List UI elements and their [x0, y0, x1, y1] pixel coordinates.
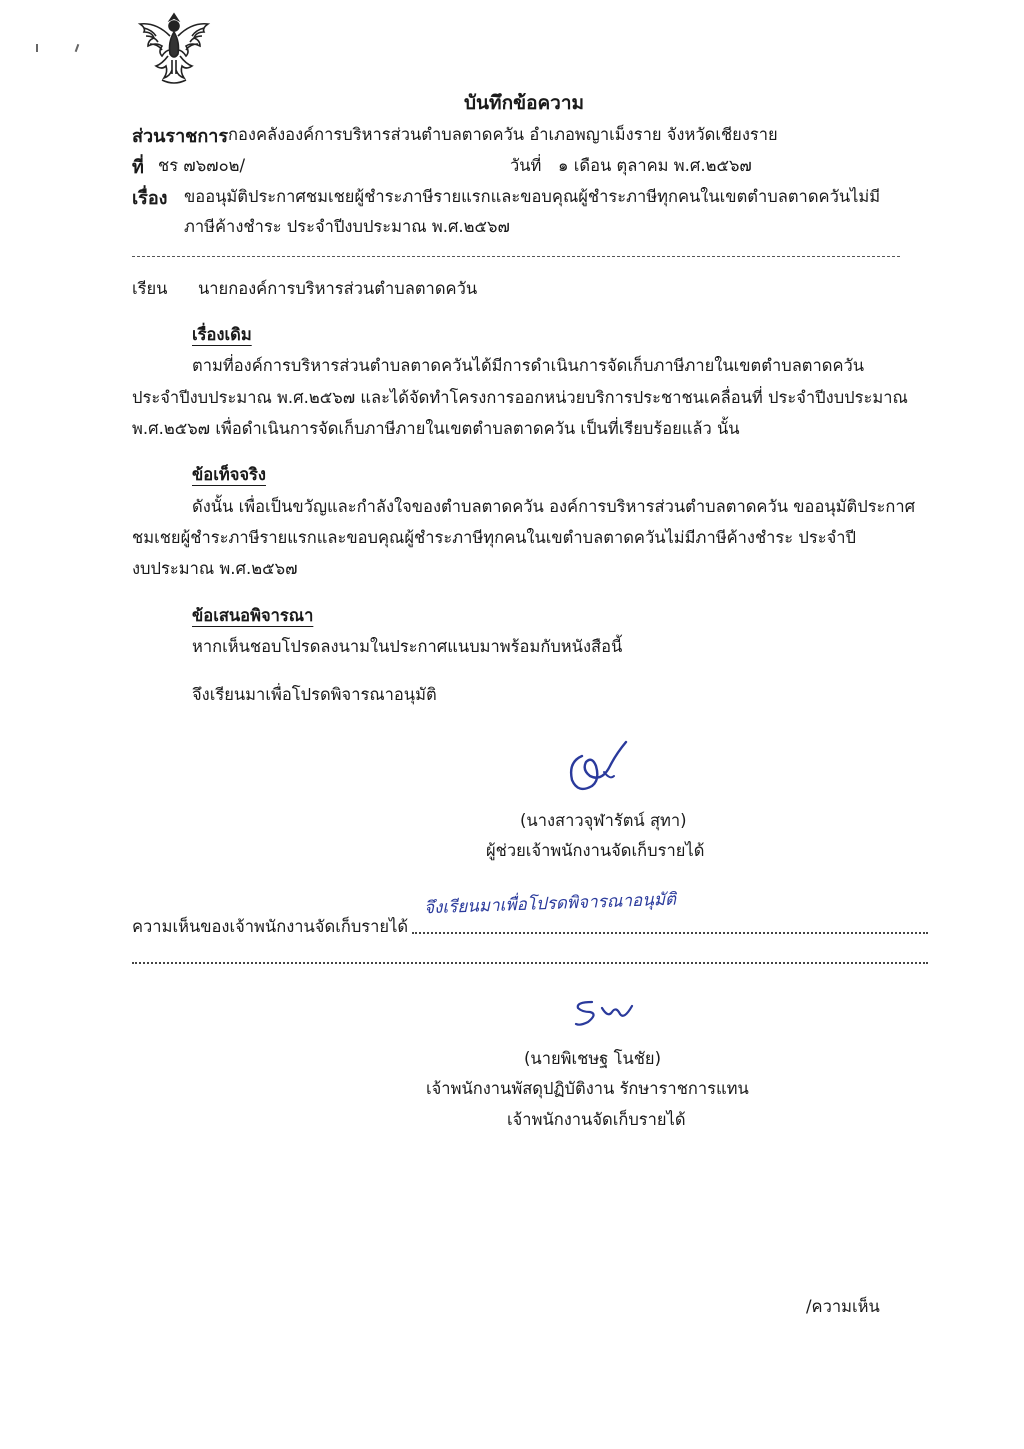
- subject-label: เรื่อง: [132, 188, 168, 209]
- garuda-emblem-icon: [132, 8, 216, 88]
- continuation-note: /ความเห็น: [806, 1297, 880, 1316]
- opinion-dotted-line: [132, 962, 928, 964]
- header-divider: [132, 256, 900, 257]
- signer-position: ผู้ช่วยเจ้าพนักงานจัดเก็บรายได้: [486, 841, 705, 860]
- paragraph-line: ตามที่องค์การบริหารส่วนตำบลตาดควันได้มีการดำเนินการจัดเก็บภาษีภายในเขตตำบลตาดควัน: [192, 356, 865, 375]
- opinion-handwriting: จึงเรียนมาเพื่อโปรดพิจารณาอนุมัติ: [423, 889, 677, 919]
- paragraph-line: งบประมาณ พ.ศ.๒๕๖๗: [132, 559, 298, 578]
- signature-1: [560, 736, 640, 800]
- document-title: บันทึกข้อความ: [464, 92, 585, 114]
- section-heading: เรื่องเดิม: [192, 325, 252, 344]
- paragraph-line: หากเห็นชอบโปรดลงนามในประกาศแนบมาพร้อมกับหนังสือนี้: [192, 637, 623, 656]
- date-value: ๑ เดือน ตุลาคม พ.ศ.๒๕๖๗: [558, 156, 752, 175]
- scan-mark: [36, 44, 38, 52]
- subject-line: ภาษีค้างชำระ ประจำปีงบประมาณ พ.ศ.๒๕๖๗: [184, 217, 510, 236]
- agency-value: กองคลังองค์การบริหารส่วนตำบลตาดควัน อำเภอพญาเม็งราย จังหวัดเชียงราย: [228, 125, 778, 144]
- agency-label: ส่วนราชการ: [132, 126, 229, 147]
- signer-position: เจ้าพนักงานจัดเก็บรายได้: [507, 1110, 686, 1129]
- paragraph-line: ชมเชยผู้ชำระภาษีรายแรกและขอบคุณผู้ชำระภาษีทุกคนในเขตำบลตาดควันไม่มีภาษีค้างชำระ ประจำปี: [132, 528, 856, 547]
- section-heading: ข้อเท็จจริง: [192, 465, 266, 484]
- signer-name: (นายพิเชษฐ โนชัย): [524, 1049, 662, 1068]
- subject-line: ขออนุมัติประกาศชมเชยผู้ชำระภาษีรายแรกและขอบคุณผู้ชำระภาษีทุกคนในเขตตำบลตาดควันไม่มี: [184, 187, 881, 206]
- opinion-label: ความเห็นของเจ้าพนักงานจัดเก็บรายได้: [132, 917, 409, 936]
- salutation-value: นายกองค์การบริหารส่วนตำบลตาดควัน: [198, 279, 478, 298]
- salutation-label: เรียน: [132, 279, 168, 298]
- section-heading: ข้อเสนอพิจารณา: [192, 606, 314, 625]
- opinion-dotted-line: [412, 932, 928, 934]
- paragraph-line: พ.ศ.๒๕๖๗ เพื่อดำเนินการจัดเก็บภาษีภายในเขตตำบลตาดควัน เป็นที่เรียบร้อยแล้ว นั้น: [132, 419, 740, 438]
- paragraph-line: ประจำปีงบประมาณ พ.ศ.๒๕๖๗ และได้จัดทำโครงการออกหน่วยบริการประชาชนเคลื่อนที่ ประจำปีงบประมาณ: [132, 388, 908, 407]
- reference-value: ชร ๗๖๗๐๒/: [158, 156, 246, 175]
- signer-name: (นางสาวจุฬารัตน์ สุทา): [520, 811, 687, 830]
- signature-2: [566, 994, 638, 1034]
- signer-position: เจ้าพนักงานพัสดุปฏิบัติงาน รักษาราชการแทน: [426, 1079, 749, 1098]
- reference-label: ที่: [132, 157, 144, 178]
- scan-mark: [75, 44, 80, 52]
- closing-line: จึงเรียนมาเพื่อโปรดพิจารณาอนุมัติ: [192, 685, 437, 704]
- date-label: วันที่: [510, 156, 542, 175]
- paragraph-line: ดังนั้น เพื่อเป็นขวัญและกำลังใจของตำบลตาดควัน องค์การบริหารส่วนตำบลตาดควัน ขออนุมัติประกาศ: [192, 497, 916, 516]
